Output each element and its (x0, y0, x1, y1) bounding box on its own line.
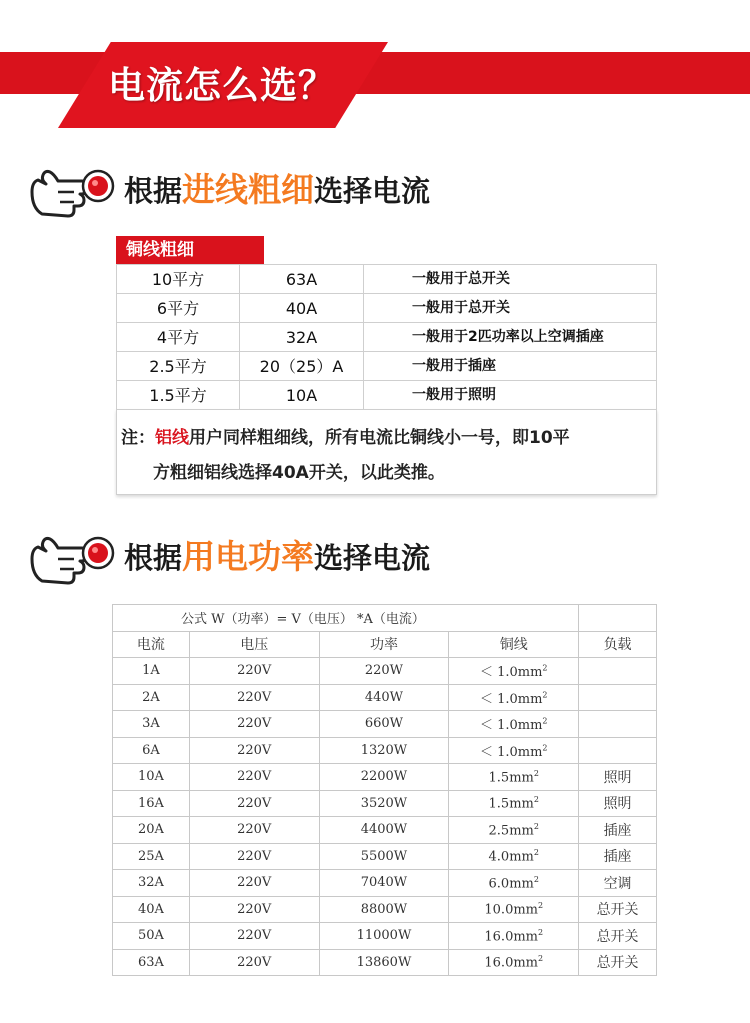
cell-power: 660W (319, 711, 449, 738)
cell-load (579, 658, 657, 685)
cell-voltage: 220V (189, 658, 319, 685)
cell-current: 25A (113, 843, 190, 870)
table-row (117, 381, 657, 410)
cell-voltage: 220V (189, 896, 319, 923)
unit-superscript: 2 (538, 901, 544, 911)
cell-wire (449, 949, 579, 976)
cell-usage: 一般用于插座 (364, 352, 657, 381)
cell-wire (449, 764, 579, 791)
unit-superscript: 2 (538, 927, 544, 937)
banner-title: 电流怎么选？ (108, 64, 336, 107)
cell-usage: 一般用于2匹功率以上空调插座 (364, 323, 657, 352)
note-text: 用户同样粗细线，所有电流比铜线小一号，即10平 (189, 428, 570, 448)
wire-value: ＜ 1.0mm (479, 744, 543, 760)
note-line-1 (121, 423, 570, 448)
header-power: 功率 (319, 631, 449, 658)
unit-superscript: 2 (542, 690, 548, 700)
wire-value: 4.0mm (488, 849, 534, 865)
cell-wire (449, 684, 579, 711)
cell-load: 照明 (579, 764, 657, 791)
table-row (117, 294, 657, 323)
unit-superscript: 2 (538, 954, 544, 964)
wire-value: 2.5mm (488, 822, 534, 838)
cell-voltage: 220V (189, 764, 319, 791)
cell-voltage: 220V (189, 870, 319, 897)
cell-voltage: 220V (189, 949, 319, 976)
table-row (113, 923, 657, 950)
cell-wire-size: 10平方 (117, 265, 240, 294)
note-highlight: 铝线 (155, 428, 189, 448)
formula-row (113, 605, 657, 632)
unit-superscript: 2 (533, 768, 539, 778)
table-row (113, 870, 657, 897)
formula-cell: 公式 W（功率）= V（电压） *A（电流） (113, 605, 579, 632)
cell-wire-size: 4平方 (117, 323, 240, 352)
cell-wire (449, 870, 579, 897)
header-voltage: 电压 (189, 631, 319, 658)
wire-value: 16.0mm (484, 928, 538, 944)
section-title-suffix: 选择电流 (314, 541, 431, 575)
cell-voltage: 220V (189, 790, 319, 817)
cell-load: 总开关 (579, 896, 657, 923)
cell-current: 16A (113, 790, 190, 817)
cell-power: 1320W (319, 737, 449, 764)
unit-superscript: 2 (542, 663, 548, 673)
cell-load: 总开关 (579, 949, 657, 976)
table-tab-label: 铜线粗细 (116, 236, 264, 264)
cell-current: 20A (113, 817, 190, 844)
note-line-2: 方粗细铝线选择40A开关，以此类推。 (153, 463, 445, 483)
section-title-prefix: 根据 (124, 541, 183, 575)
wire-value: ＜ 1.0mm (479, 665, 543, 681)
cell-load: 插座 (579, 843, 657, 870)
table-row (113, 658, 657, 685)
cell-power: 11000W (319, 923, 449, 950)
wire-value: ＜ 1.0mm (479, 691, 543, 707)
cell-power: 220W (319, 658, 449, 685)
unit-superscript: 2 (533, 795, 539, 805)
cell-usage: 一般用于照明 (364, 381, 657, 410)
unit-superscript: 2 (533, 821, 539, 831)
table-row (113, 843, 657, 870)
unit-superscript: 2 (542, 716, 548, 726)
cell-power: 2200W (319, 764, 449, 791)
section-title (124, 164, 430, 217)
table-row (113, 764, 657, 791)
formula-empty-cell (579, 605, 657, 632)
cell-current: 40A (113, 896, 190, 923)
cell-wire (449, 843, 579, 870)
cell-wire (449, 737, 579, 764)
section-title (124, 531, 430, 584)
cell-load (579, 711, 657, 738)
table-row (117, 352, 657, 381)
section-title-prefix: 根据 (124, 174, 183, 208)
cell-current: 6A (113, 737, 190, 764)
cell-power: 13860W (319, 949, 449, 976)
cell-current: 10A (113, 764, 190, 791)
note-prefix: 注： (121, 428, 155, 448)
cell-power: 8800W (319, 896, 449, 923)
cell-wire (449, 896, 579, 923)
table-row (117, 323, 657, 352)
cell-voltage: 220V (189, 817, 319, 844)
cell-current: 1A (113, 658, 190, 685)
wire-value: ＜ 1.0mm (479, 718, 543, 734)
header-current: 电流 (113, 631, 190, 658)
cell-wire-size: 2.5平方 (117, 352, 240, 381)
cell-power: 4400W (319, 817, 449, 844)
cell-voltage: 220V (189, 923, 319, 950)
cell-current: 63A (113, 949, 190, 976)
table-row (113, 949, 657, 976)
table-row (113, 896, 657, 923)
cell-wire (449, 658, 579, 685)
section-title-highlight: 进线粗细 (182, 170, 315, 209)
section-header-wire-size (28, 160, 728, 222)
cell-load (579, 737, 657, 764)
pointing-hand-icon (28, 160, 120, 222)
cell-power: 7040W (319, 870, 449, 897)
unit-superscript: 2 (542, 743, 548, 753)
cell-power: 3520W (319, 790, 449, 817)
section-header-power (28, 527, 728, 589)
wire-value: 6.0mm (488, 875, 534, 891)
cell-current: 32A (240, 323, 364, 352)
cell-wire (449, 817, 579, 844)
cell-load: 照明 (579, 790, 657, 817)
cell-load: 插座 (579, 817, 657, 844)
wire-value: 16.0mm (484, 955, 538, 971)
cell-current: 40A (240, 294, 364, 323)
wire-value: 1.5mm (488, 796, 534, 812)
cell-voltage: 220V (189, 684, 319, 711)
cell-wire (449, 923, 579, 950)
section-title-highlight: 用电功率 (182, 537, 315, 576)
table-row (113, 684, 657, 711)
header-load: 负载 (579, 631, 657, 658)
table-row (113, 817, 657, 844)
cell-current: 50A (113, 923, 190, 950)
pointing-hand-icon (28, 527, 120, 589)
cell-current: 10A (240, 381, 364, 410)
wire-size-table (116, 264, 657, 410)
cell-wire (449, 790, 579, 817)
cell-load (579, 684, 657, 711)
cell-usage: 一般用于总开关 (364, 265, 657, 294)
unit-superscript: 2 (533, 874, 539, 884)
table-row (117, 265, 657, 294)
cell-load: 空调 (579, 870, 657, 897)
cell-load: 总开关 (579, 923, 657, 950)
wire-value: 1.5mm (488, 769, 534, 785)
cell-voltage: 220V (189, 737, 319, 764)
wire-value: 10.0mm (484, 902, 538, 918)
table-header-row (113, 631, 657, 658)
cell-wire-size: 1.5平方 (117, 381, 240, 410)
cell-usage: 一般用于总开关 (364, 294, 657, 323)
table-note (116, 409, 657, 495)
cell-power: 5500W (319, 843, 449, 870)
table-row (113, 737, 657, 764)
header-wire: 铜线 (449, 631, 579, 658)
cell-power: 440W (319, 684, 449, 711)
table-row (113, 711, 657, 738)
cell-current: 20（25）A (240, 352, 364, 381)
cell-current: 2A (113, 684, 190, 711)
section-title-suffix: 选择电流 (314, 174, 431, 208)
unit-superscript: 2 (533, 848, 539, 858)
power-current-table (112, 604, 657, 976)
table-row (113, 790, 657, 817)
cell-current: 32A (113, 870, 190, 897)
cell-voltage: 220V (189, 711, 319, 738)
cell-current: 63A (240, 265, 364, 294)
cell-current: 3A (113, 711, 190, 738)
cell-voltage: 220V (189, 843, 319, 870)
cell-wire-size: 6平方 (117, 294, 240, 323)
cell-wire (449, 711, 579, 738)
